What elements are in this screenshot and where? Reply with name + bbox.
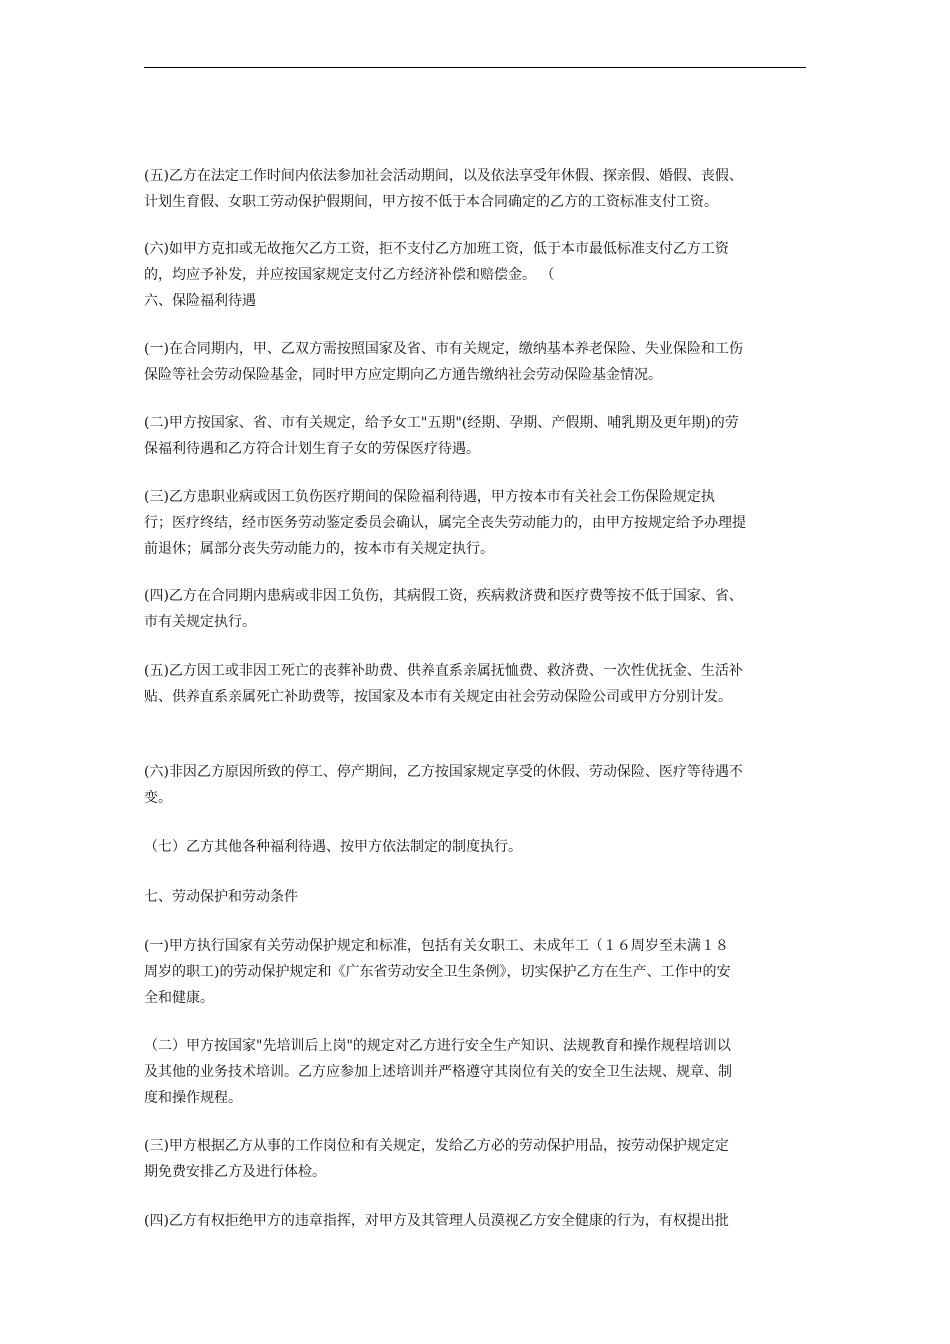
section-heading-insurance: 六、保险福利待遇 <box>144 293 256 309</box>
header-rule <box>144 67 806 68</box>
text-line: 及其他的业务技术培训。乙方应参加上述培训并严格遵守其岗位有关的安全卫生法规、规章、制 <box>144 1064 732 1080</box>
text-line: 保险等社会劳动保险基金，同时甲方应定期向乙方通告缴纳社会劳动保险基金情况。 <box>144 367 662 383</box>
text-line: (六)非因乙方原因所致的停工、停产期间，乙方按国家规定享受的休假、劳动保险、医疗等待遇不 <box>144 764 743 780</box>
paragraph-safety-training <box>144 1033 808 1111</box>
text-line: 变。 <box>144 790 172 806</box>
text-line: (五)乙方在法定工作时间内依法参加社会活动期间，以及依法享受年休假、探亲假、婚假、丧假、 <box>144 168 743 184</box>
paragraph-wage-during-leave <box>144 163 808 215</box>
text-line: (一)甲方执行国家有关劳动保护规定和标准，包括有关女职工、未成年工（１６周岁至未满１８ <box>144 938 729 954</box>
text-line: (四)乙方有权拒绝甲方的违章指挥，对甲方及其管理人员漠视乙方安全健康的行为，有权提出批 <box>144 1213 729 1229</box>
paragraph-death-benefits <box>144 658 808 710</box>
text-line: 七、劳动保护和劳动条件 <box>144 889 298 905</box>
text-line: (二)甲方按国家、省、市有关规定，给予女工"五期"(经期、孕期、产假期、哺乳期及更年期)的劳 <box>144 415 739 431</box>
text-line: (三)乙方患职业病或因工负伤医疗期间的保险福利待遇，甲方按本市有关社会工伤保险规定执 <box>144 489 715 505</box>
text-line: 计划生育假、女职工劳动保护假期间，甲方按不低于本合同确定的乙方的工资标准支付工资。 <box>144 194 718 210</box>
text-line: 的，均应予补发，并应按国家规定支付乙方经济补偿和赔偿金。 （ <box>144 267 555 283</box>
paragraph-occupational-disease <box>144 484 808 562</box>
paragraph-female-worker-benefits <box>144 410 808 462</box>
text-line: （二）甲方按国家"先培训后上岗"的规定对乙方进行安全生产知识、法规教育和操作规程培训以 <box>144 1038 731 1054</box>
paragraph-social-insurance <box>144 336 808 388</box>
text-line: (六)如甲方克扣或无故拖欠乙方工资，拒不支付乙方加班工资，低于本市最低标准支付乙方工资 <box>144 241 729 257</box>
text-line: (三)甲方根据乙方从事的工作岗位和有关规定，发给乙方必的劳动保护用品，按劳动保护规定定 <box>144 1138 729 1154</box>
text-line: (四)乙方在合同期内患病或非因工负伤，其病假工资，疾病救济费和医疗费等按不低于国家、省、 <box>144 588 743 604</box>
text-line: 期免费安排乙方及进行体检。 <box>144 1164 326 1180</box>
paragraph-sick-leave <box>144 583 808 635</box>
text-line: 全和健康。 <box>144 990 214 1006</box>
paragraph-labor-protection-standards <box>144 933 808 1011</box>
text-line: (五)乙方因工或非因工死亡的丧葬补助费、供养直系亲属抚恤费、救济费、一次性优抚金、生活补 <box>144 663 743 679</box>
text-line: 前退休；属部分丧失劳动能力的，按本市有关规定执行。 <box>144 541 494 557</box>
text-line: 行；医疗终结，经市医务劳动鉴定委员会确认，属完全丧失劳动能力的，由甲方按规定给予办理提 <box>144 515 746 531</box>
paragraph-work-stoppage <box>144 759 808 811</box>
text-line: 度和操作规程。 <box>144 1090 242 1106</box>
text-line: 周岁的职工)的劳动保护规定和《广东省劳动安全卫生条例》，切实保护乙方在生产、工作中的安 <box>144 964 731 980</box>
text-line: 贴、供养直系亲属死亡补助费等，按国家及本市有关规定由社会劳动保险公司或甲方分别计发。 <box>144 689 732 705</box>
text-line: （七）乙方其他各种福利待遇、按甲方依法制定的制度执行。 <box>144 839 522 855</box>
paragraph-other-benefits <box>144 834 808 860</box>
text-line: (一)在合同期内，甲、乙双方需按照国家及省、市有关规定，缴纳基本养老保险、失业保险和工伤 <box>144 341 743 357</box>
text-line: 保福利待遇和乙方符合计划生育子女的劳保医疗待遇。 <box>144 441 480 457</box>
paragraph-protective-equipment <box>144 1133 808 1185</box>
paragraph-refuse-violations <box>144 1208 808 1234</box>
text-line: 市有关规定执行。 <box>144 614 256 630</box>
section-heading-labor-protection <box>144 884 808 910</box>
paragraph-wage-arrears <box>144 236 808 314</box>
